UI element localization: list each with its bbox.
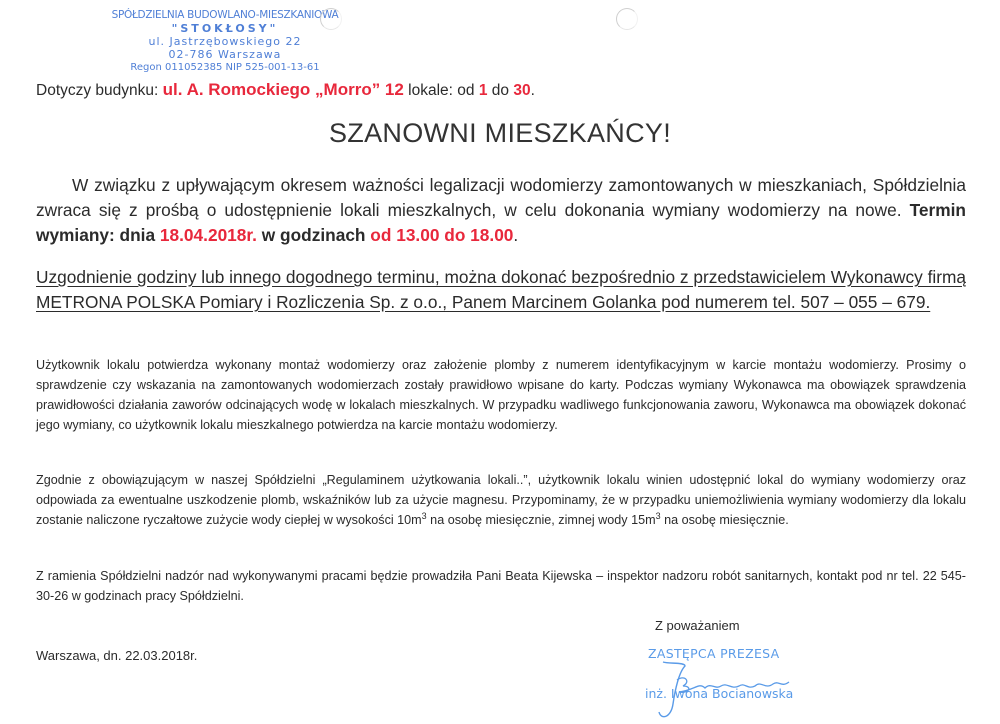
- stamp-line-street: ul. Jastrzębowskiego 22: [148, 35, 302, 48]
- stamp-line-city: 02-786 Warszawa: [168, 48, 282, 61]
- rules-text-3: na osobę miesięcznie.: [660, 513, 789, 527]
- stamp-line-name: SPÓŁDZIELNIA BUDOWLANO-MIESZKANIOWA: [111, 9, 339, 21]
- user-confirmation-paragraph: Użytkownik lokalu potwierdza wykonany montaż wodomierzy oraz założenie plomby z numerem identyfikacyjnym w karcie montażu wodomierzy. Prosimy o sprawdzenie czy wskazania na zamontowanych wodomierzach zostały prawidłowo wpisane do karty. Podczas wymiany Wykonawca ma obowiązek sprawdzenia prawidłowości działania zaworów odcinających wodę w lokalach mieszkalnych. W przypadku wadliwego funkcjonowania zaworu, Wykonawca ma obowiązek dokonać jego wymiany, co użytkownik lokalu mieszkalnego potwierdza na karcie montażu wodomierzy.: [36, 358, 966, 432]
- building-end: .: [530, 82, 535, 99]
- rules-text-1: Zgodnie z obowiązującym w naszej Spółdzielni „Regulaminem użytkowania lokali..”, użytkownik lokalu winien udostępnić lokal do wymiany wodomierzy oraz odpowiada za ewentualne uszkodzenie plomb, wskaźników lub za użycie magnesu. Przypominamy, że w przypadku uniemożliwienia wymiany wodomierzy dla lokalu zostanie naliczone ryczałtowe zużycie wody ciepłej w wysokości 10m: [36, 473, 966, 527]
- unit-from: 1: [478, 82, 488, 99]
- contact-paragraph: Uzgodnienie godziny lub innego dogodnego terminu, można dokonać bezpośrednio z przedstawicielem Wykonawcy firmą METRONA POLSKA Pomiary i Rozliczenia Sp. z o.o., Panem Marcinem Golanka pod numerem tel. 507 – 055 – 679.: [36, 267, 966, 312]
- term-date: 18.04.2018r.: [159, 225, 257, 245]
- term-label: Termin wymiany: dnia: [36, 200, 966, 245]
- intro-text: W związku z upływającym okresem ważności legalizacji wodomierzy zamontowanych w mieszkaniach, Spółdzielnia zwraca się z prośbą o udostępnienie lokali mieszkalnych, w celu dokonania wymiany wodomierzy na nowe.: [36, 175, 966, 220]
- building-label: Dotyczy budynku:: [36, 82, 159, 99]
- cooperative-stamp: [110, 9, 340, 74]
- supervision-paragraph: Z ramienia Spółdzielni nadzór nad wykonywanymi pracami będzie prowadziła Pani Beata Kijewska – inspektor nadzoru robót sanitarnych, kontakt pod nr tel. 22 545-30-26 w godzinach pracy Spółdzielni.: [36, 569, 966, 603]
- building-address: ul. A. Romockiego „Morro” 12: [162, 80, 404, 99]
- rules-sup-1: 3: [421, 510, 427, 521]
- signature-title: ZASTĘPCA PREZESA: [648, 646, 780, 661]
- hours-label: w godzinach: [261, 225, 366, 245]
- signature-name: inż. Iwona Bocianowska: [645, 686, 794, 701]
- building-line: [36, 80, 535, 100]
- stamp-line-brand: "STOKŁOSY": [171, 22, 279, 35]
- page-title: SZANOWNI MIESZKAŃCY!: [328, 118, 672, 148]
- closing-text: Z poważaniem: [655, 618, 740, 633]
- term-hours: od 13.00 do 18.00: [370, 225, 514, 245]
- rules-sup-2: 3: [655, 510, 661, 521]
- rules-paragraph: [36, 470, 966, 530]
- punch-hole-right: [616, 8, 638, 30]
- intro-paragraph: [36, 173, 966, 248]
- punch-hole-left: [320, 8, 342, 30]
- stamp-line-ids: Regon 011052385 NIP 525-001-13-61: [130, 62, 320, 73]
- unit-to: 30: [513, 82, 531, 99]
- place-date: Warszawa, dn. 22.03.2018r.: [36, 648, 198, 663]
- to-label: do: [491, 82, 510, 99]
- units-label: lokale: od: [408, 82, 475, 99]
- intro-end: .: [513, 225, 519, 245]
- rules-text-2: na osobę miesięcznie, zimnej wody 15m: [426, 513, 656, 527]
